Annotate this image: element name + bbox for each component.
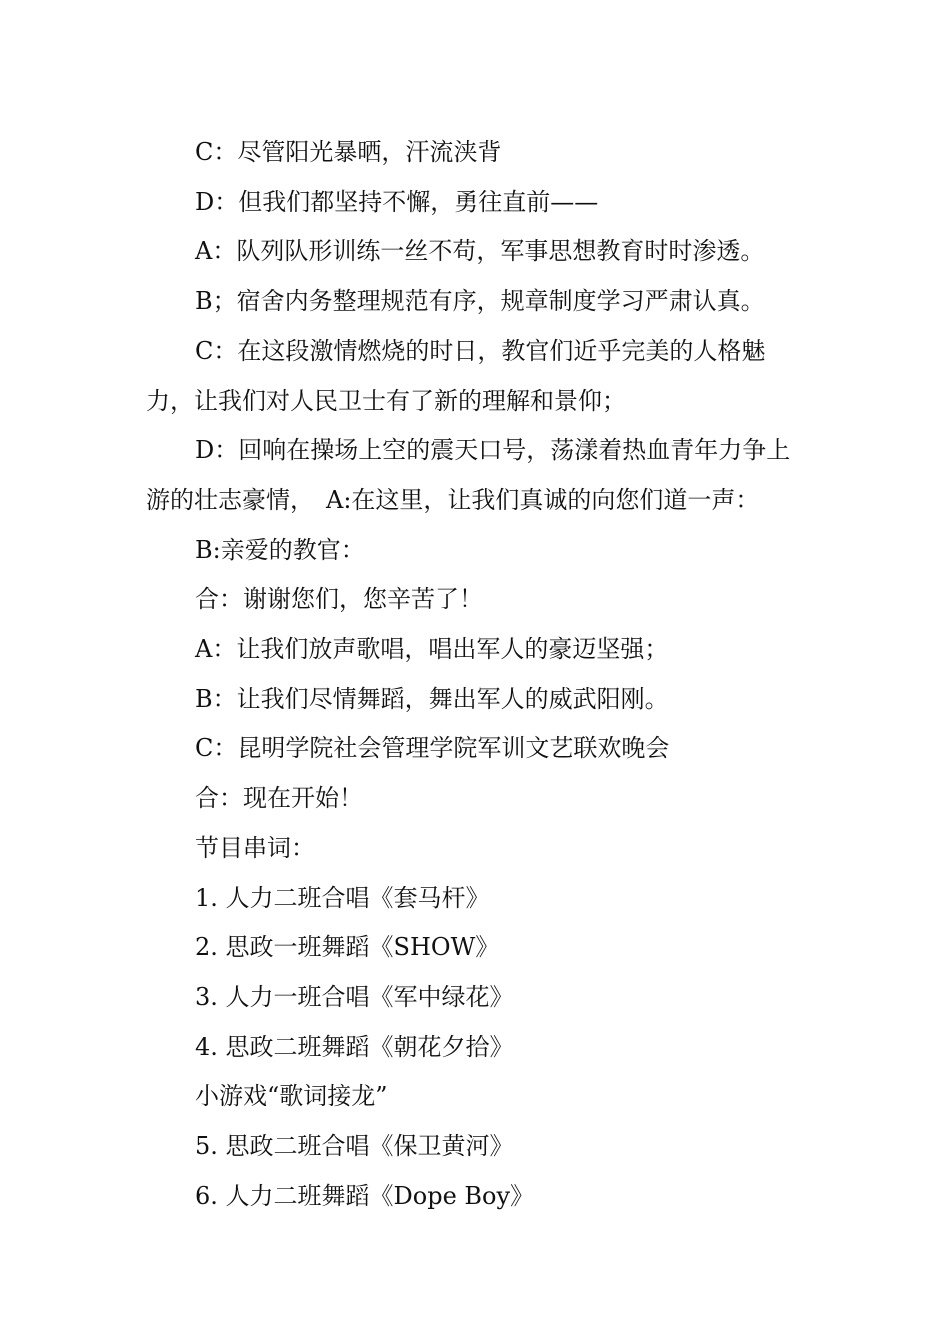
program-item: 3. 人力一班合唱《军中绿花》 xyxy=(195,982,514,1011)
program-game: 小游戏“歌词接龙” xyxy=(195,1082,388,1111)
dialogue-line: B；宿舍内务整理规范有序，规章制度学习严肃认真。 xyxy=(195,287,765,316)
program-item: 6. 人力二班舞蹈《Dope Boy》 xyxy=(195,1181,535,1210)
dialogue-line: D：但我们都坚持不懈，勇往直前—— xyxy=(195,187,599,216)
dialogue-line: 合：现在开始！ xyxy=(195,784,363,813)
dialogue-line: B：让我们尽情舞蹈，舞出军人的威武阳刚。 xyxy=(195,684,669,713)
dialogue-line: C：尽管阳光暴晒，汗流浃背 xyxy=(195,138,502,166)
program-item: 2. 思政一班舞蹈《SHOW》 xyxy=(195,933,500,962)
dialogue-line: 合：谢谢您们，您辛苦了！ xyxy=(195,585,483,614)
dialogue-line: D：回响在操场上空的震天口号，荡漾着热血青年力争上游的壮志豪情， A:在这里，让我们真诚的向您们道一声： xyxy=(146,436,791,514)
dialogue-line: B:亲爱的教官： xyxy=(195,535,365,564)
program-item: 1. 人力二班合唱《套马杆》 xyxy=(195,883,490,912)
dialogue-line: C：昆明学院社会管理学院军训文艺联欢晚会 xyxy=(195,734,670,763)
program-item: 4. 思政二班舞蹈《朝花夕拾》 xyxy=(195,1032,514,1061)
section-heading: 节目串词： xyxy=(195,833,315,862)
dialogue-line: C：在这段激情燃烧的时日，教官们近乎完美的人格魅力，让我们对人民卫士有了新的理解和景仰； xyxy=(146,336,766,415)
dialogue-line: A：队列队形训练一丝不苟，军事思想教育时时渗透。 xyxy=(195,237,765,266)
dialogue-line: A：让我们放声歌唱，唱出军人的豪迈坚强； xyxy=(195,635,669,664)
document-body xyxy=(146,128,810,1221)
program-item: 5. 思政二班合唱《保卫黄河》 xyxy=(195,1132,514,1161)
